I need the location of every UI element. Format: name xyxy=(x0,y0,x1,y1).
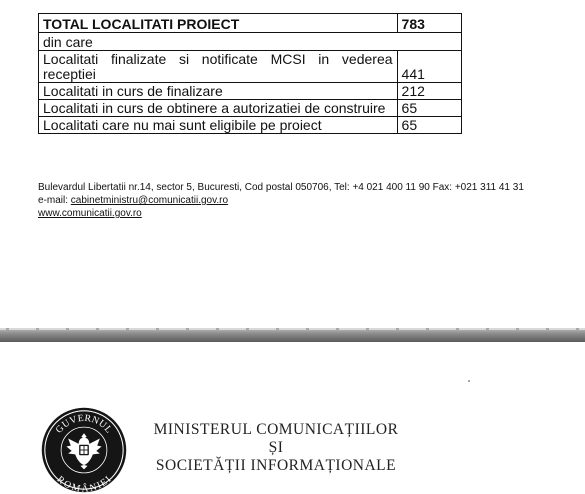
table-row xyxy=(39,117,462,134)
total-label: TOTAL LOCALITATI PROIECT xyxy=(39,14,398,33)
scan-speck xyxy=(468,380,470,382)
table-row xyxy=(39,100,462,117)
table-row-total xyxy=(39,14,462,33)
email-line xyxy=(38,194,524,207)
row-value: 212 xyxy=(397,83,461,100)
page-break-separator xyxy=(0,328,585,342)
table-row-subheader xyxy=(39,33,462,51)
row-label: Localitati in curs de finalizare xyxy=(39,83,398,100)
ministry-line-3: SOCIETĂȚII INFORMAȚIONALE xyxy=(155,457,397,474)
page-2-top xyxy=(0,342,585,492)
contact-footer xyxy=(38,181,524,220)
localities-stats-table xyxy=(38,13,462,134)
email-link[interactable]: cabinetministru@comunicatii.gov.ro xyxy=(70,195,229,206)
table-row xyxy=(39,51,462,83)
seal-text-bottom: ROMÂNIEI xyxy=(54,473,114,494)
row-label: Localitati care nu mai sunt eligibile pe proiect xyxy=(39,117,398,134)
table-row xyxy=(39,83,462,100)
subheader-label: din care xyxy=(39,33,462,51)
row-label: Localitati in curs de obtinere a autorizatiei de construire xyxy=(39,100,398,117)
row-value: 65 xyxy=(397,100,461,117)
email-prefix: e-mail: xyxy=(38,195,71,206)
address-line: Bulevardul Libertatii nr.14, sector 5, Bucuresti, Cod postal 050706, Tel: +4 021 400 11 90 Fax: +021 311 41 31 xyxy=(38,182,524,193)
total-value: 783 xyxy=(397,14,461,33)
ministry-line-2: ȘI xyxy=(268,439,284,456)
ministry-name xyxy=(146,421,406,475)
row-label: Localitati finalizate si notificate MCSI in vederea receptiei xyxy=(39,51,398,83)
row-value: 441 xyxy=(397,51,461,83)
seal-text-top: GUVERNUL xyxy=(53,412,115,436)
government-of-romania-seal-icon xyxy=(40,406,128,494)
ministry-line-1: MINISTERUL COMUNICAȚIILOR xyxy=(153,421,399,438)
website-link[interactable]: www.comunicatii.gov.ro xyxy=(38,208,142,219)
row-value: 65 xyxy=(397,117,461,134)
